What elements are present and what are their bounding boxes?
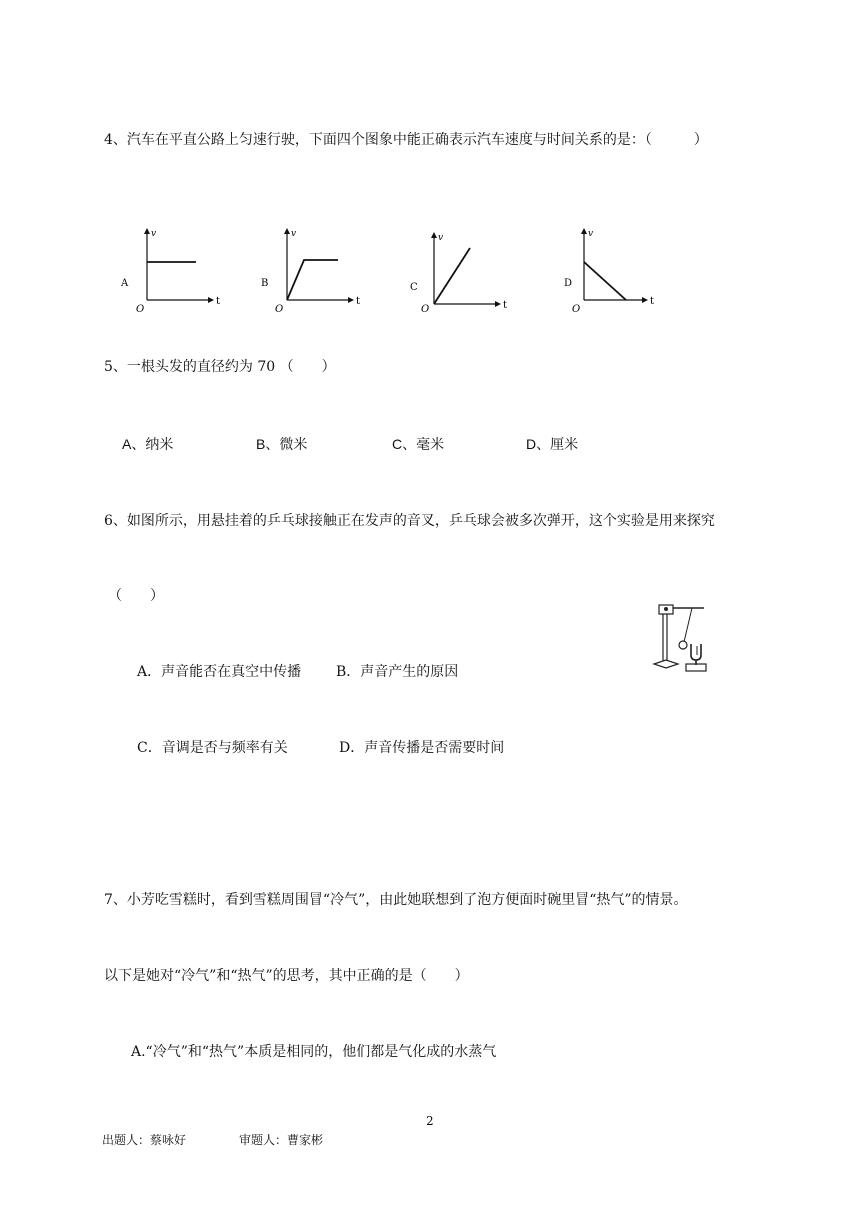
q6-option-a: A．声音能否在真空中传播: [137, 664, 302, 680]
graph-c: [404, 228, 514, 320]
question-4-text: 4、汽车在平直公路上匀速行驶，下面四个图象中能正确表示汽车速度与时间关系的是：（ ）: [104, 132, 708, 148]
graph-a: [116, 224, 226, 316]
graph-b-v-label: v: [291, 229, 297, 239]
question-7-text-1: 7、小芳吃雪糕时，看到雪糕周围冒“冷气”，由此她联想到了泡方便面时碗里冒“热气”的情景。: [104, 892, 688, 908]
footer-author: 出题人：蔡咏好: [102, 1133, 187, 1147]
graph-a-label: A: [121, 278, 129, 289]
q5-option-d: D、厘米: [526, 436, 579, 452]
graph-d-t-label: t: [650, 296, 655, 307]
graph-c-t-label: t: [503, 300, 508, 311]
q6-option-c: C．音调是否与频率有关: [137, 740, 288, 756]
graph-a-v-label: v: [151, 229, 157, 239]
graph-b-origin: O: [275, 304, 284, 315]
graph-a-t-label: t: [216, 296, 221, 307]
graph-d-v-label: v: [588, 229, 594, 239]
q6-option-d: D．声音传播是否需要时间: [339, 740, 505, 756]
graph-b-label: B: [261, 278, 269, 289]
graph-c-origin: O: [421, 304, 430, 315]
graph-b-t-label: t: [356, 296, 361, 307]
graph-d: [556, 224, 666, 316]
q5-option-a: A、纳米: [122, 436, 174, 452]
footer-reviewer: 审题人：曹家彬: [239, 1133, 324, 1147]
graph-a-origin: O: [136, 304, 145, 315]
graph-d-label: D: [564, 278, 573, 289]
tuning-fork-pendulum-icon: [646, 598, 716, 676]
graph-c-v-label: v: [438, 233, 444, 243]
graph-c-label: C: [410, 282, 418, 293]
question-5-text-content: 5、一根头发的直径约为 70 （ ）: [104, 359, 336, 375]
question-6-text: 6、如图所示，用悬挂着的乒乓球接触正在发声的音叉，乒乓球会被多次弹开，这个实验是用来探究: [104, 513, 715, 529]
q5-option-b: B、微米: [256, 436, 308, 452]
graph-d-origin: O: [572, 304, 581, 315]
question-6-blank: （ ）: [108, 588, 164, 604]
graph-b: [256, 224, 366, 316]
question-5-text: [104, 358, 336, 376]
question-7-text-2: 以下是她对“冷气”和“热气”的思考，其中正确的是（ ）: [104, 968, 469, 984]
q7-option-a: A.“冷气”和“热气”本质是相同的，他们都是气化成的水蒸气: [131, 1044, 497, 1060]
q5-option-c: C、毫米: [392, 436, 445, 452]
q6-option-b: B．声音产生的原因: [336, 664, 459, 680]
page-number: 2: [426, 1114, 434, 1128]
